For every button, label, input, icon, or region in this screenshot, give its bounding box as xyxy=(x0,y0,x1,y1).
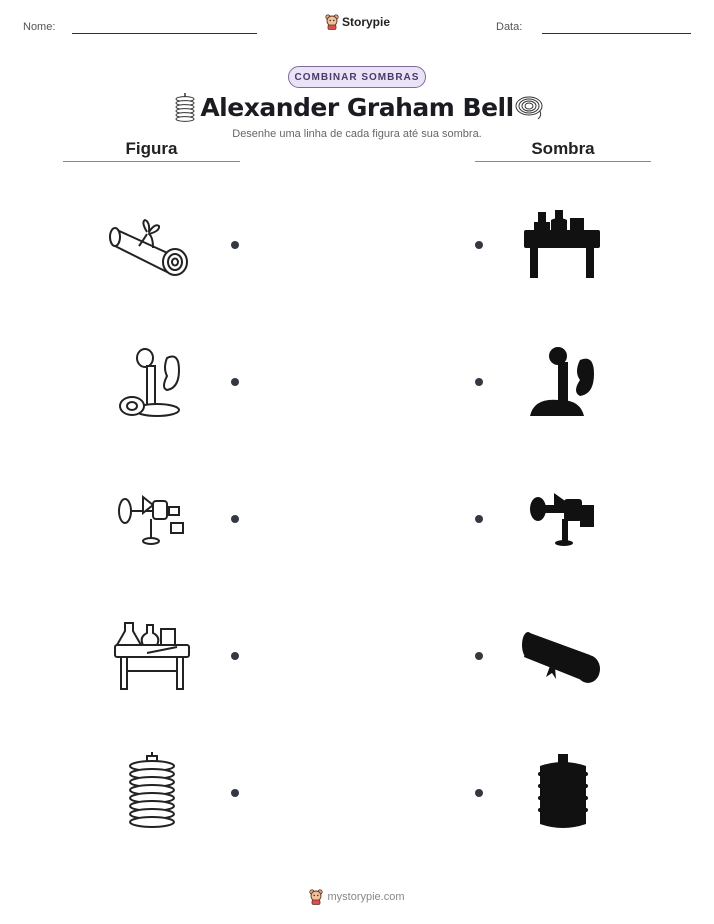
brand-name: Storypie xyxy=(342,15,391,29)
column-rule-left xyxy=(63,161,240,162)
column-header-sombra: Sombra xyxy=(531,139,595,158)
figure-dot-3[interactable] xyxy=(231,515,239,523)
activity-badge: COMBINAR SOMBRAS xyxy=(288,66,426,88)
footer xyxy=(0,889,714,905)
wire-coil-icon xyxy=(514,94,544,120)
shadow-dot-4[interactable] xyxy=(475,652,483,660)
diploma-scroll-icon xyxy=(107,200,197,290)
date-label: Data: xyxy=(496,21,523,33)
bear-mascot-icon xyxy=(309,889,323,905)
photophone-shadow-icon xyxy=(518,475,608,565)
stacked-coil-shadow-icon xyxy=(518,748,608,838)
diploma-scroll-shadow-icon xyxy=(518,611,608,701)
column-rule-right xyxy=(475,161,651,162)
shadow-dot-2[interactable] xyxy=(475,378,483,386)
name-label: Nome: xyxy=(23,21,56,33)
bear-mascot-icon xyxy=(325,14,339,30)
figure-dot-2[interactable] xyxy=(231,378,239,386)
photophone-device-icon xyxy=(107,475,197,565)
instructions: Desenhe uma linha de cada figura até sua sombra. xyxy=(232,128,482,140)
shadow-dot-3[interactable] xyxy=(475,515,483,523)
date-line[interactable] xyxy=(542,33,691,34)
shadow-dot-1[interactable] xyxy=(475,241,483,249)
figure-dot-1[interactable] xyxy=(231,241,239,249)
name-line[interactable] xyxy=(72,33,257,34)
candlestick-telephone-shadow-icon xyxy=(518,338,608,428)
shadow-dot-5[interactable] xyxy=(475,789,483,797)
brand-logo xyxy=(325,14,390,30)
figure-dot-5[interactable] xyxy=(231,789,239,797)
footer-site[interactable]: mystorypie.com xyxy=(327,891,405,903)
lab-table-icon xyxy=(107,611,197,701)
column-header-figura: Figura xyxy=(125,139,178,158)
figure-dot-4[interactable] xyxy=(231,652,239,660)
lab-table-shadow-icon xyxy=(518,200,608,290)
stacked-coil-icon xyxy=(107,748,197,838)
page-title: Alexander Graham Bell xyxy=(200,93,514,122)
candlestick-telephone-icon xyxy=(107,338,197,428)
